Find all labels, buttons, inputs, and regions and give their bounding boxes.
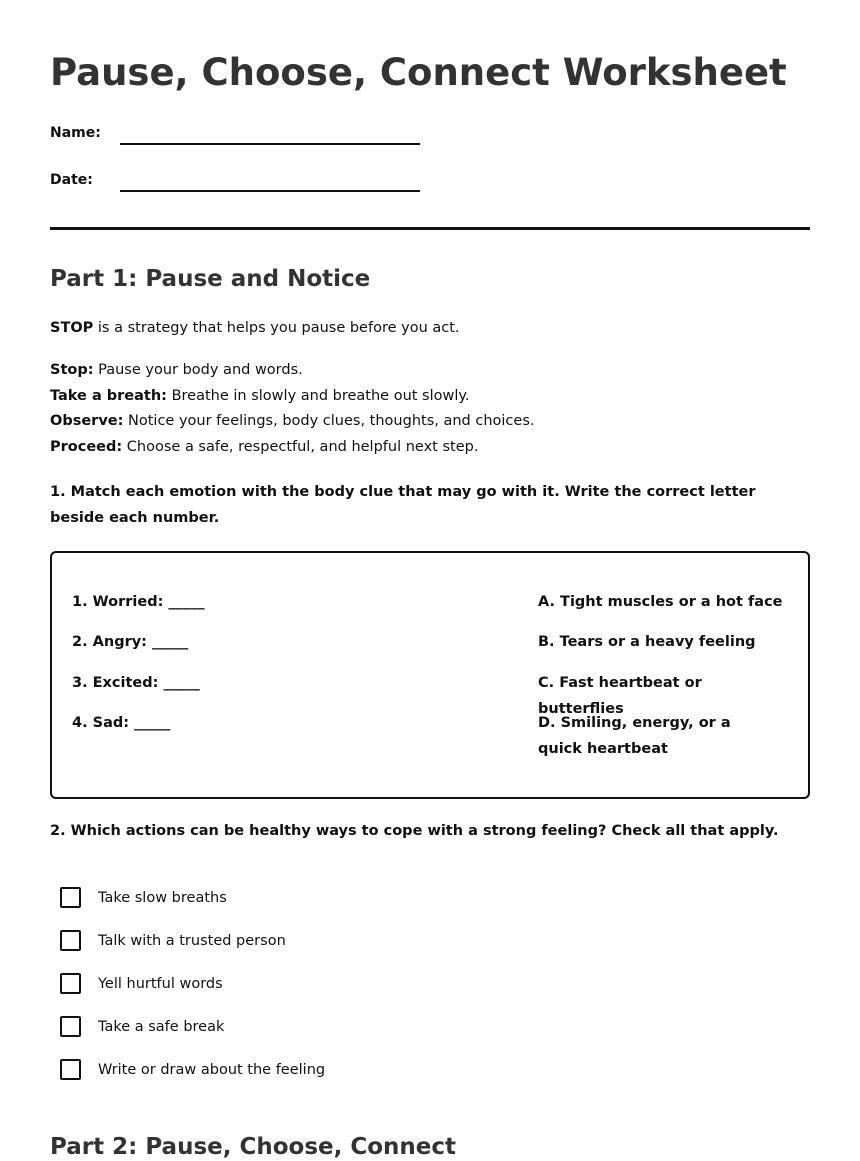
clue-item: C. Fast heartbeat or butterflies xyxy=(538,675,702,717)
stop-step-proceed xyxy=(50,437,478,457)
step-text: Breathe in slowly and breathe out slowly. xyxy=(166,388,470,404)
date-field-row xyxy=(50,168,470,192)
question-2: 2. Which actions can be healthy ways to cope with a strong feeling? Check all that apply. xyxy=(50,823,779,839)
worksheet-title: Pause, Choose, Connect Worksheet xyxy=(50,51,787,94)
step-text: Notice your feelings, body clues, thoughts, and choices. xyxy=(123,413,535,429)
emotion-item[interactable]: 3. Excited: _____ xyxy=(72,675,200,691)
stop-step-observe xyxy=(50,411,534,431)
date-field[interactable] xyxy=(120,190,420,192)
clue-item: D. Smiling, energy, or a quick heartbeat xyxy=(538,715,731,757)
step-term: Proceed: xyxy=(50,439,123,455)
stop-intro-text: is a strategy that helps you pause before you act. xyxy=(93,320,460,336)
clue-item: A. Tight muscles or a hot face xyxy=(538,594,783,610)
option-label: Take a safe break xyxy=(98,1019,225,1035)
emotion-item[interactable]: 1. Worried: _____ xyxy=(72,594,205,610)
option-checkbox[interactable] xyxy=(60,930,81,951)
step-term: Take a breath: xyxy=(50,388,167,404)
step-text: Choose a safe, respectful, and helpful next step. xyxy=(122,439,479,455)
stop-step-stop xyxy=(50,360,303,380)
option-label: Write or draw about the feeling xyxy=(98,1062,326,1078)
emotion-item[interactable]: 4. Sad: _____ xyxy=(72,715,171,731)
stop-intro-term: STOP xyxy=(50,320,94,336)
option-label: Take slow breaths xyxy=(98,890,227,906)
stop-intro xyxy=(50,318,460,338)
option-label: Yell hurtful words xyxy=(98,976,223,992)
step-term: Stop: xyxy=(50,362,94,378)
option-checkbox[interactable] xyxy=(60,1016,81,1037)
step-text: Pause your body and words. xyxy=(93,362,303,378)
question-1: 1. Match each emotion with the body clue that may go with it. Write the correct letter beside each number. xyxy=(50,484,756,526)
part2-heading: Part 2: Pause, Choose, Connect xyxy=(50,1134,457,1160)
option-checkbox[interactable] xyxy=(60,1059,81,1080)
date-label: Date: xyxy=(50,172,93,188)
option-label: Talk with a trusted person xyxy=(98,933,286,949)
option-checkbox[interactable] xyxy=(60,887,81,908)
name-field[interactable] xyxy=(120,143,420,145)
option-checkbox[interactable] xyxy=(60,973,81,994)
emotion-item[interactable]: 2. Angry: _____ xyxy=(72,634,189,650)
header-divider xyxy=(50,227,810,230)
name-label: Name: xyxy=(50,125,101,141)
stop-step-breath xyxy=(50,386,470,406)
part1-heading: Part 1: Pause and Notice xyxy=(50,266,371,292)
name-field-row xyxy=(50,121,470,145)
step-term: Observe: xyxy=(50,413,124,429)
matching-box xyxy=(50,551,810,799)
clue-item: B. Tears or a heavy feeling xyxy=(538,634,756,650)
